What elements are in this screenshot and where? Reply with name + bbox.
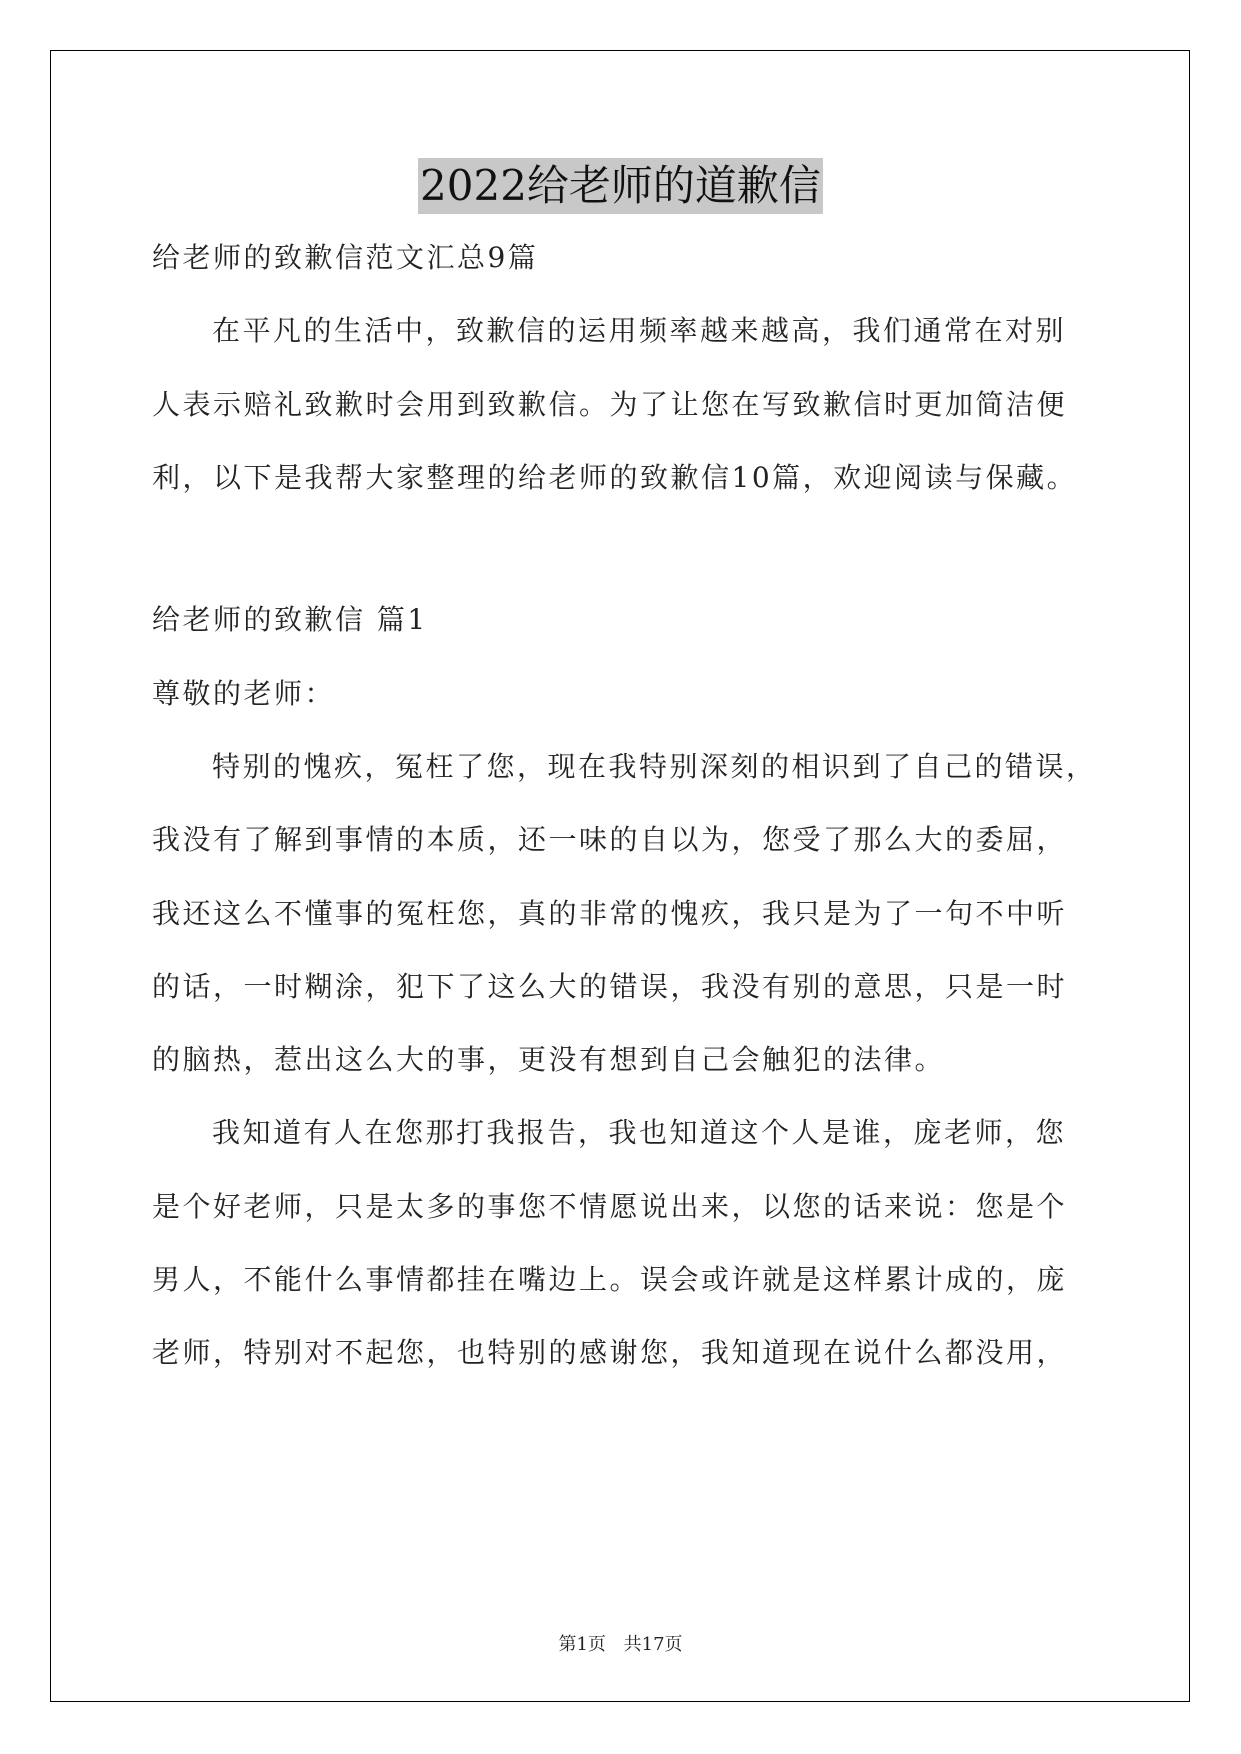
section-heading: 给老师的致歉信 篇1 xyxy=(152,603,428,636)
paragraph2-line-4: 老师，特别对不起您，也特别的感谢您，我知道现在说什么都没用， xyxy=(152,1336,1068,1369)
page-number: 第1页 xyxy=(558,1634,606,1655)
total-pages: 共17页 xyxy=(623,1634,683,1655)
paragraph1-line-4: 的话，一时糊涂，犯下了这么大的错误，我没有别的意思，只是一时 xyxy=(152,970,1068,1003)
title-container xyxy=(0,158,1241,214)
intro-line-2: 人表示赔礼致歉时会用到致歉信。为了让您在写致歉信时更加简洁便 xyxy=(152,388,1068,421)
page-border xyxy=(50,50,1190,1702)
paragraph2-line-3: 男人，不能什么事情都挂在嘴边上。误会或许就是这样累计成的，庞 xyxy=(152,1263,1068,1296)
paragraph1-line-3: 我还这么不懂事的冤枉您，真的非常的愧疚，我只是为了一句不中听 xyxy=(152,897,1068,930)
page-footer xyxy=(0,1630,1241,1656)
document-title: 2022给老师的道歉信 xyxy=(418,158,823,214)
salutation: 尊敬的老师： xyxy=(152,677,336,710)
intro-line-1: 在平凡的生活中，致歉信的运用频率越来越高，我们通常在对别 xyxy=(212,314,1067,347)
paragraph2-line-1: 我知道有人在您那打我报告，我也知道这个人是谁，庞老师，您 xyxy=(212,1116,1067,1149)
paragraph1-line-5: 的脑热，惹出这么大的事，更没有想到自己会触犯的法律。 xyxy=(152,1043,946,1076)
paragraph1-line-2: 我没有了解到事情的本质，还一味的自以为，您受了那么大的委屈， xyxy=(152,823,1068,856)
intro-line-3: 利，以下是我帮大家整理的给老师的致歉信10篇，欢迎阅读与保藏。 xyxy=(152,461,1078,494)
paragraph2-line-2: 是个好老师，只是太多的事您不情愿说出来，以您的话来说：您是个 xyxy=(152,1190,1068,1223)
subtitle: 给老师的致歉信范文汇总9篇 xyxy=(152,241,539,274)
paragraph1-line-1: 特别的愧疚，冤枉了您，现在我特别深刻的相识到了自己的错误， xyxy=(212,750,1097,783)
